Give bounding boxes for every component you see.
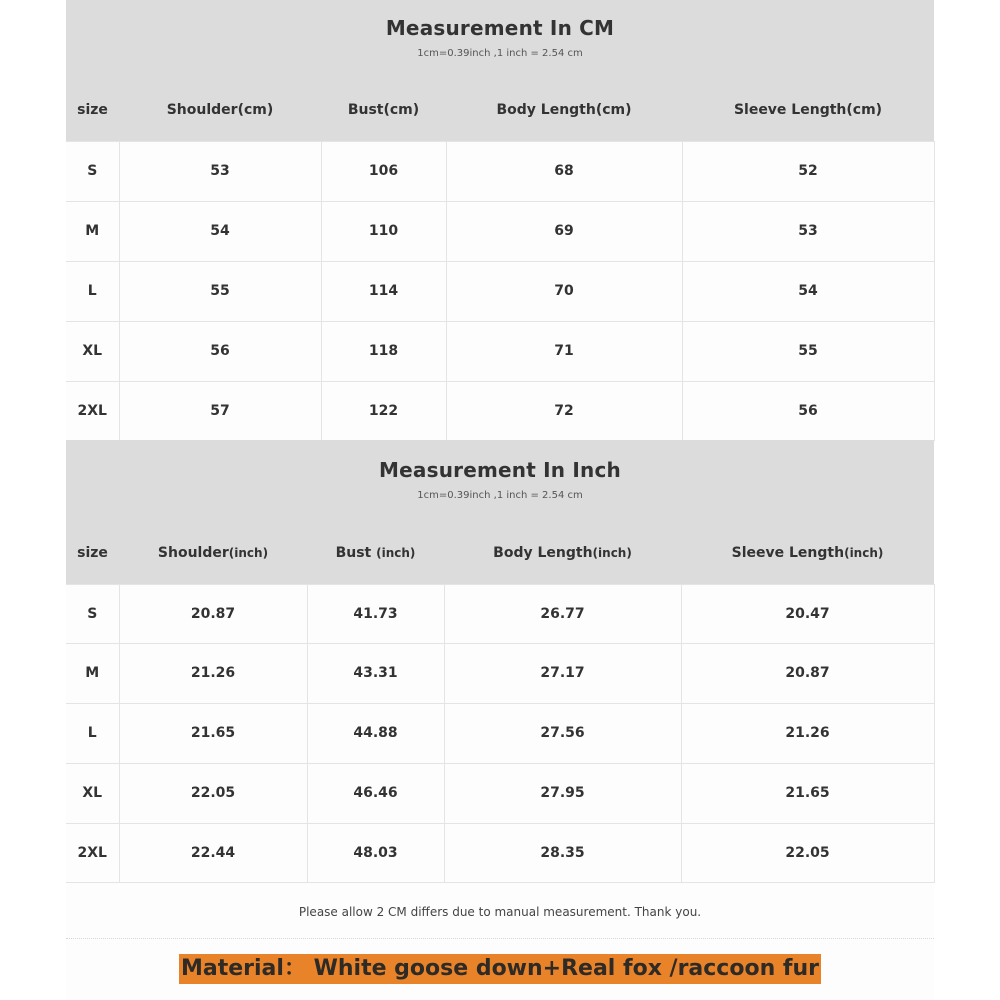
size-cell: XL [66,763,119,823]
header-shoulder [119,522,307,584]
measurement-disclaimer: Please allow 2 CM differs due to manual measurement. Thank you. [298,905,702,919]
cm-table-title: Measurement In CM [385,16,615,40]
size-cell: L [66,703,119,763]
sleeve-length-cell: 22.05 [681,823,934,882]
sleeve-length-cell: 20.87 [681,643,934,703]
cm-size-table [66,80,935,441]
header-size: size [66,80,119,141]
size-cell: XL [66,321,119,381]
bust-cell: 44.88 [307,703,444,763]
sleeve-length-cell: 21.65 [681,763,934,823]
sleeve-length-cell: 21.26 [681,703,934,763]
inch-header-row [66,522,934,584]
inch-conversion-note: 1cm=0.39inch ,1 inch = 2.54 cm [417,490,583,501]
body-length-cell: 27.56 [444,703,681,763]
header-sleeve-length [681,522,934,584]
header-unit: (inch) [228,545,269,560]
bust-cell: 118 [321,321,446,381]
header-size-label: size [77,544,108,561]
header-unit: (inch) [592,545,632,560]
size-cell: M [66,643,119,703]
shoulder-cell: 22.05 [119,763,307,823]
shoulder-cell: 21.26 [119,643,307,703]
header-unit: (inch) [376,545,416,560]
sleeve-length-cell: 55 [682,321,934,381]
header-label: Shoulder [157,544,229,561]
table-row [66,643,934,703]
shoulder-cell: 55 [119,261,321,321]
material-banner [66,954,934,984]
size-cell: 2XL [66,823,119,882]
header-bust [307,522,444,584]
material-label: Material： White goose down+Real fox /raccoon fur [179,954,821,984]
bust-cell: 41.73 [307,584,444,643]
body-length-cell: 69 [446,201,682,261]
cm-header-row [66,80,934,141]
table-row [66,763,934,823]
shoulder-cell: 57 [119,381,321,440]
shoulder-cell: 20.87 [119,584,307,643]
header-shoulder: Shoulder(cm) [119,80,321,141]
shoulder-cell: 22.44 [119,823,307,882]
body-length-cell: 28.35 [444,823,681,882]
footer-divider [66,938,934,939]
header-label: Sleeve Length [731,544,845,561]
size-chart [66,0,934,1000]
table-row [66,381,934,440]
body-length-cell: 68 [446,141,682,201]
table-row [66,321,934,381]
bust-cell: 110 [321,201,446,261]
header-sleeve-length: Sleeve Length(cm) [682,80,934,141]
header-body-length: Body Length(cm) [446,80,682,141]
inch-table-title: Measurement In Inch [379,458,621,482]
body-length-cell: 70 [446,261,682,321]
sleeve-length-cell: 54 [682,261,934,321]
sleeve-length-cell: 20.47 [681,584,934,643]
body-length-cell: 72 [446,381,682,440]
shoulder-cell: 21.65 [119,703,307,763]
table-row [66,141,934,201]
shoulder-cell: 53 [119,141,321,201]
size-cell: M [66,201,119,261]
cm-conversion-note: 1cm=0.39inch ,1 inch = 2.54 cm [417,48,583,59]
inch-size-table [66,522,935,883]
header-body-length [444,522,681,584]
header-size [66,522,119,584]
size-cell: S [66,584,119,643]
table-row [66,703,934,763]
bust-cell: 48.03 [307,823,444,882]
sleeve-length-cell: 53 [682,201,934,261]
bust-cell: 122 [321,381,446,440]
table-row [66,584,934,643]
sleeve-length-cell: 52 [682,141,934,201]
table-row [66,261,934,321]
shoulder-cell: 54 [119,201,321,261]
body-length-cell: 71 [446,321,682,381]
body-length-cell: 27.95 [444,763,681,823]
header-label: Bust [335,544,377,561]
bust-cell: 46.46 [307,763,444,823]
bust-cell: 114 [321,261,446,321]
size-cell: 2XL [66,381,119,440]
size-cell: S [66,141,119,201]
bust-cell: 106 [321,141,446,201]
table-row [66,823,934,882]
table-row [66,201,934,261]
body-length-cell: 26.77 [444,584,681,643]
header-bust: Bust(cm) [321,80,446,141]
sleeve-length-cell: 56 [682,381,934,440]
body-length-cell: 27.17 [444,643,681,703]
bust-cell: 43.31 [307,643,444,703]
shoulder-cell: 56 [119,321,321,381]
header-unit: (inch) [844,545,884,560]
size-cell: L [66,261,119,321]
header-label: Body Length [493,544,593,561]
